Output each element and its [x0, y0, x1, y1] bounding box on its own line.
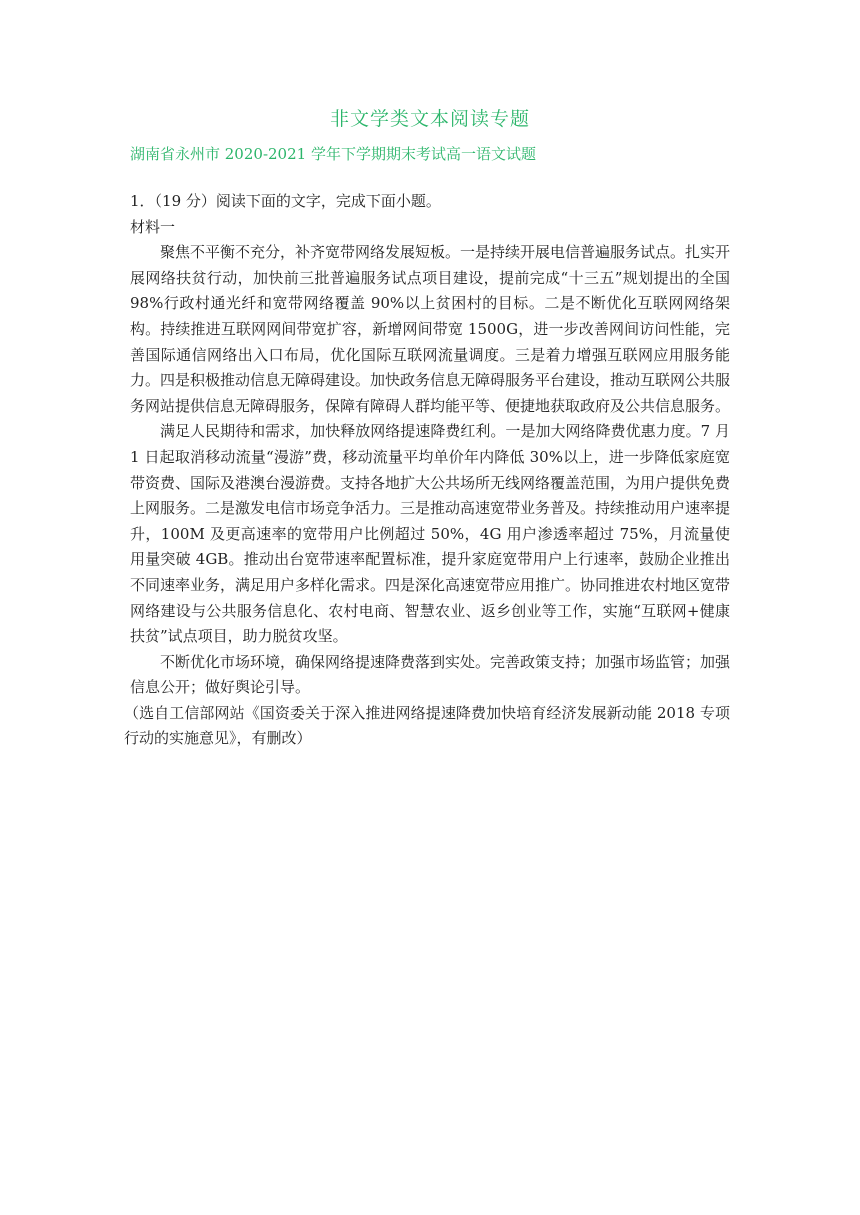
paragraph-1: 聚焦不平衡不充分，补齐宽带网络发展短板。一是持续开展电信普遍服务试点。扎实开展网络扶贫行动，加快前三批普遍服务试点项目建设，提前完成“十三五”规划提出的全国 98%行政村通光纤和宽带网络覆盖 90%以上贫困村的目标。二是不断优化互联网网络架构。持续推进互联网网间带宽扩容，新增网间带宽 1500G，进一步改善网间访问性能，完善国际通信网络出入口布局，优化国际互联网流量调度。三是着力增强互联网应用服务能力。四是积极推动信息无障碍建设。加快政务信息无障碍服务平台建设，推动互联网公共服务网站提供信息无障碍服务，保障有障碍人群均能平等、便捷地获取政府及公共信息服务。 [130, 243, 731, 415]
material-label: 材料一 [130, 217, 176, 236]
page-title: 非文学类文本阅读专题 [329, 108, 530, 130]
question-intro: 1．（19 分）阅读下面的文字，完成下面小题。 [130, 192, 441, 210]
paragraph-3: 不断优化市场环境，确保网络提速降费落到实处。完善政策支持；加强市场监管；加强信息公开；做好舆论引导。 [130, 652, 731, 697]
source-note: （选自工信部网站《国资委关于深入推进网络提速降费加快培育经济发展新动能 2018 专项行动的实施意见》，有删改） [124, 703, 730, 748]
exam-subtitle: 湖南省永州市 2020-2021 学年下学期期末考试高一语文试题 [130, 145, 536, 163]
paragraph-2: 满足人民期待和需求，加快释放网络提速降费红利。一是加大网络降费优惠力度。7 月 1 日起取消移动流量“漫游”费，移动流量平均单价年内降低 30%以上，进一步降低家庭宽带资费、国际及港澳台漫游费。支持各地扩大公共场所无线网络覆盖范围，为用户提供免费上网服务。二是激发电信市场竞争活力。三是推动高速宽带业务普及。持续推动用户速率提升，100M 及更高速率的宽带用户比例超过 50%，4G 用户渗透率超过 75%，月流量使用量突破 4GB。推动出台宽带速率配置标准，提升家庭宽带用户上行速率，鼓励企业推出不同速率业务，满足用户多样化需求。四是深化高速宽带应用推广。协同推进农村地区宽带网络建设与公共服务信息化、农村电商、智慧农业、返乡创业等工作，实施“互联网+健康扶贫”试点项目，助力脱贫攻坚。 [130, 422, 731, 646]
reading-content [124, 189, 731, 752]
